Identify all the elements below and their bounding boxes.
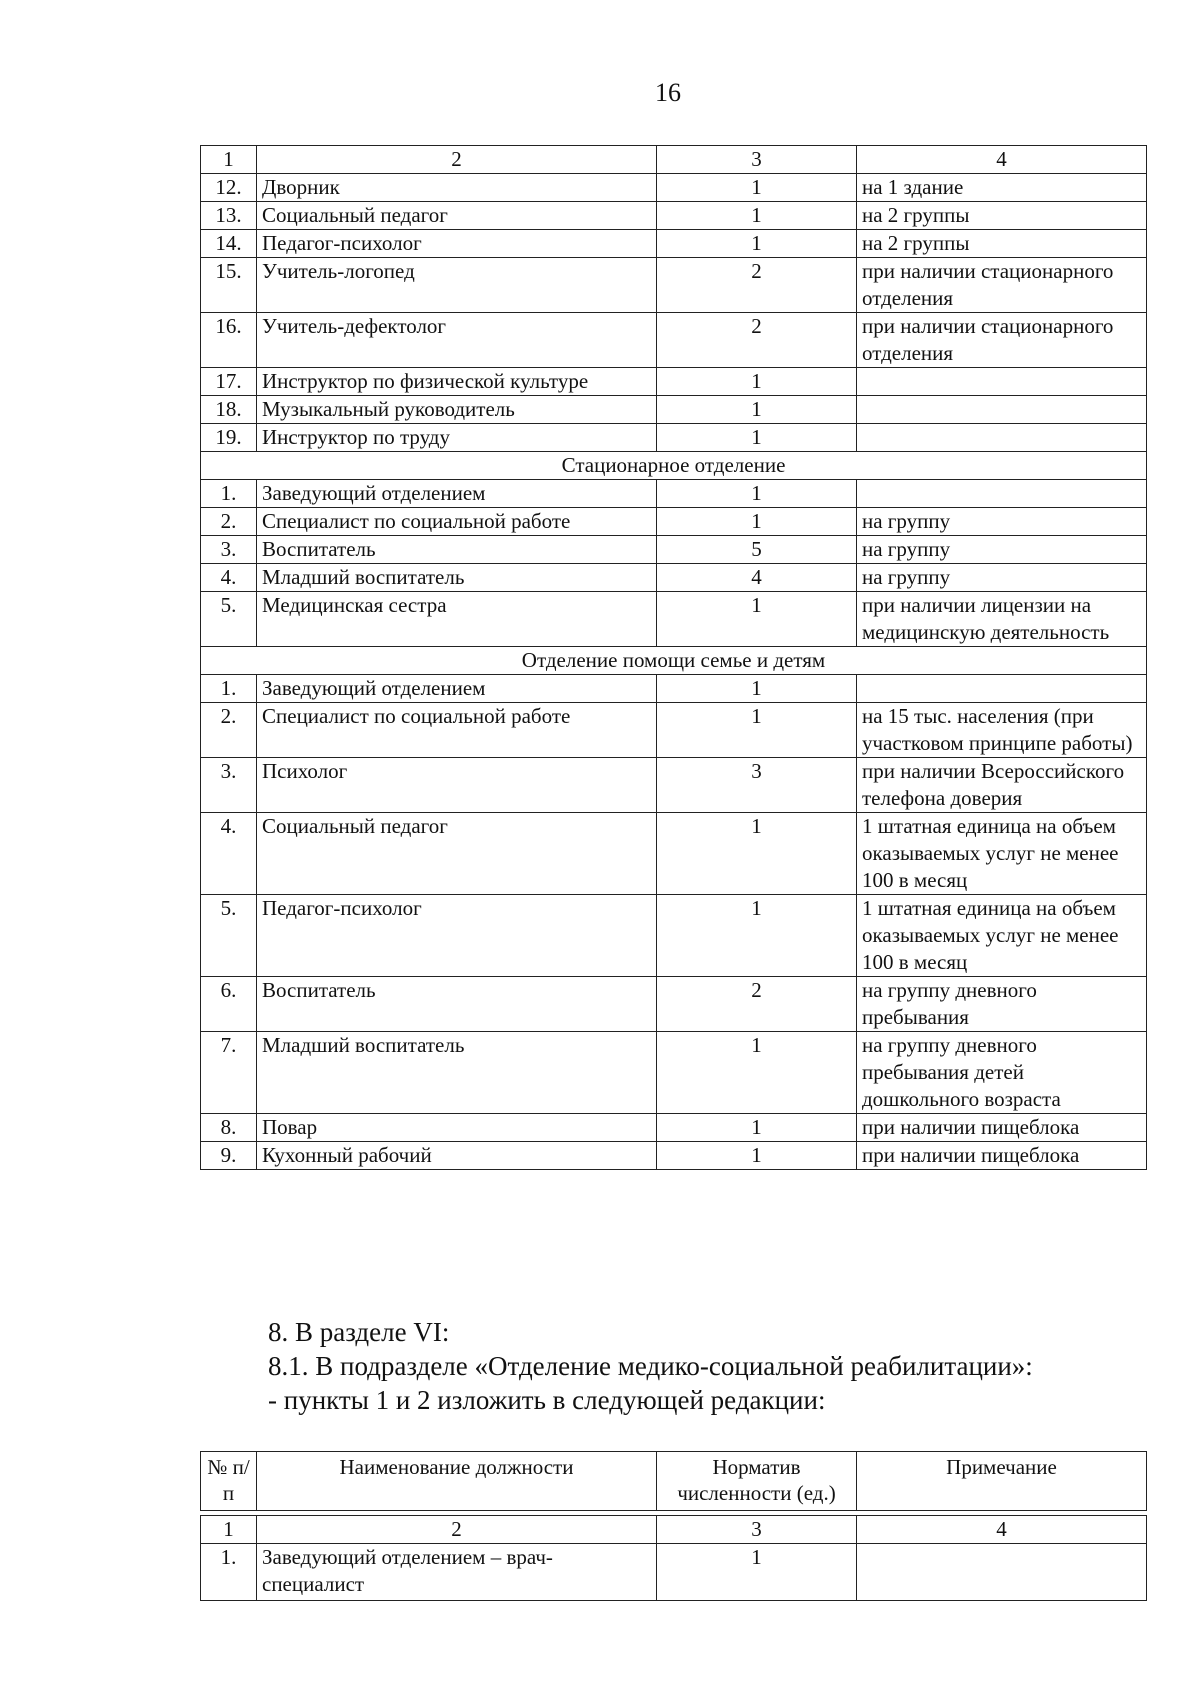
column-number-cell: 1: [201, 1516, 257, 1544]
position-name: Младший воспитатель: [257, 1032, 657, 1114]
note: [857, 675, 1147, 703]
row-number: 13.: [201, 202, 257, 230]
table-row: [201, 480, 1147, 508]
row-number: 7.: [201, 1032, 257, 1114]
section-title: Отделение помощи семье и детям: [201, 647, 1147, 675]
column-number-cell: 2: [257, 146, 657, 174]
note: при наличии стационарного отделения: [857, 313, 1147, 368]
table-row: [201, 758, 1147, 813]
table-column-numbers-row: [201, 1516, 1147, 1544]
staff-quantity: 2: [657, 258, 857, 313]
note: на группу дневного пребывания детей дошкольного возраста: [857, 1032, 1147, 1114]
table-row: [201, 508, 1147, 536]
table-row: [201, 230, 1147, 258]
staff-quantity: 1: [657, 230, 857, 258]
row-number: 18.: [201, 396, 257, 424]
table-row: [201, 813, 1147, 895]
row-number: 17.: [201, 368, 257, 396]
column-number-cell: 4: [857, 1516, 1147, 1544]
position-name: Повар: [257, 1114, 657, 1142]
table-row: [201, 424, 1147, 452]
row-number: 6.: [201, 977, 257, 1032]
table-row: [201, 174, 1147, 202]
note: на 15 тыс. населения (при участковом принципе работы): [857, 703, 1147, 758]
table-row: [201, 703, 1147, 758]
row-number: 4.: [201, 564, 257, 592]
note: [857, 1544, 1147, 1601]
row-number: 5.: [201, 895, 257, 977]
note: на 1 здание: [857, 174, 1147, 202]
position-name: Заведующий отделением – врач-специалист: [257, 1544, 657, 1601]
staff-table: [200, 145, 1147, 1170]
row-number: 2.: [201, 508, 257, 536]
staff-quantity: 1: [657, 1032, 857, 1114]
row-number: 1.: [201, 675, 257, 703]
position-name: Заведующий отделением: [257, 675, 657, 703]
row-number: 5.: [201, 592, 257, 647]
position-name: Специалист по социальной работе: [257, 508, 657, 536]
note: [857, 368, 1147, 396]
row-number: 2.: [201, 703, 257, 758]
table-row: [201, 1114, 1147, 1142]
row-number: 9.: [201, 1142, 257, 1170]
table-header-row: [201, 1452, 1147, 1511]
position-name: Кухонный рабочий: [257, 1142, 657, 1170]
section-8-text: [268, 1315, 1033, 1417]
position-name: Инструктор по физической культуре: [257, 368, 657, 396]
staff-quantity: 1: [657, 508, 857, 536]
table-row: [201, 977, 1147, 1032]
table-row: [201, 258, 1147, 313]
section-8-1-instruction: - пункты 1 и 2 изложить в следующей редакции:: [268, 1385, 826, 1415]
position-name: Педагог-психолог: [257, 230, 657, 258]
table-row: [201, 675, 1147, 703]
table-row: [201, 564, 1147, 592]
position-name: Воспитатель: [257, 977, 657, 1032]
header-staff-norm: Норматив численности (ед.): [657, 1452, 857, 1511]
note: при наличии пищеблока: [857, 1114, 1147, 1142]
header-note: Примечание: [857, 1452, 1147, 1511]
position-name: Музыкальный руководитель: [257, 396, 657, 424]
position-name: Психолог: [257, 758, 657, 813]
row-number: 12.: [201, 174, 257, 202]
table-row: [201, 1544, 1147, 1601]
staff-quantity: 5: [657, 536, 857, 564]
staff-quantity: 1: [657, 1114, 857, 1142]
header-position-name: Наименование должности: [257, 1452, 657, 1511]
note: при наличии пищеблока: [857, 1142, 1147, 1170]
position-name: Учитель-дефектолог: [257, 313, 657, 368]
note: на группу: [857, 564, 1147, 592]
note: при наличии стационарного отделения: [857, 258, 1147, 313]
note: на 2 группы: [857, 230, 1147, 258]
position-name: Младший воспитатель: [257, 564, 657, 592]
position-name: Педагог-психолог: [257, 895, 657, 977]
page-number: 16: [655, 78, 681, 107]
row-number: 8.: [201, 1114, 257, 1142]
note: на группу дневного пребывания: [857, 977, 1147, 1032]
note: 1 штатная единица на объем оказываемых услуг не менее 100 в месяц: [857, 895, 1147, 977]
row-number: 16.: [201, 313, 257, 368]
staff-quantity: 2: [657, 313, 857, 368]
staff-quantity: 2: [657, 977, 857, 1032]
row-number: 14.: [201, 230, 257, 258]
note: на группу: [857, 536, 1147, 564]
staff-quantity: 1: [657, 396, 857, 424]
column-number-cell: 4: [857, 146, 1147, 174]
row-number: 3.: [201, 536, 257, 564]
position-name: Социальный педагог: [257, 813, 657, 895]
table-row: [201, 313, 1147, 368]
row-number: 4.: [201, 813, 257, 895]
column-number-cell: 3: [657, 1516, 857, 1544]
position-name: Специалист по социальной работе: [257, 703, 657, 758]
row-number: 1.: [201, 480, 257, 508]
staff-quantity: 3: [657, 758, 857, 813]
note: 1 штатная единица на объем оказываемых услуг не менее 100 в месяц: [857, 813, 1147, 895]
note: [857, 480, 1147, 508]
staff-quantity: 1: [657, 1544, 857, 1601]
note: при наличии Всероссийского телефона доверия: [857, 758, 1147, 813]
staff-quantity: 1: [657, 592, 857, 647]
section-row-inpatient: [201, 452, 1147, 480]
section-row-family-help: [201, 647, 1147, 675]
position-name: Социальный педагог: [257, 202, 657, 230]
row-number: 19.: [201, 424, 257, 452]
staff-quantity: 1: [657, 675, 857, 703]
position-name: Заведующий отделением: [257, 480, 657, 508]
staff-quantity: 1: [657, 703, 857, 758]
position-name: Инструктор по труду: [257, 424, 657, 452]
staff-quantity: 1: [657, 813, 857, 895]
table-row: [201, 536, 1147, 564]
staff-quantity: 4: [657, 564, 857, 592]
position-name: Дворник: [257, 174, 657, 202]
position-name: Медицинская сестра: [257, 592, 657, 647]
staff-quantity: 1: [657, 480, 857, 508]
staff-quantity: 1: [657, 895, 857, 977]
table-row: [201, 1032, 1147, 1114]
staff-quantity: 1: [657, 174, 857, 202]
staff-quantity: 1: [657, 424, 857, 452]
table-row: [201, 368, 1147, 396]
new-staff-table: [200, 1451, 1147, 1601]
section-8-1-heading: 8.1. В подразделе «Отделение медико-социальной реабилитации»:: [268, 1351, 1033, 1381]
table-row: [201, 592, 1147, 647]
table-row: [201, 895, 1147, 977]
staff-quantity: 1: [657, 368, 857, 396]
note: на 2 группы: [857, 202, 1147, 230]
note: [857, 396, 1147, 424]
row-number: 1.: [201, 1544, 257, 1601]
position-name: Воспитатель: [257, 536, 657, 564]
section-8-heading: 8. В разделе VI:: [268, 1317, 450, 1347]
position-name: Учитель-логопед: [257, 258, 657, 313]
staff-quantity: 1: [657, 1142, 857, 1170]
note: при наличии лицензии на медицинскую деятельность: [857, 592, 1147, 647]
table-row: [201, 396, 1147, 424]
column-number-cell: 3: [657, 146, 857, 174]
row-number: 15.: [201, 258, 257, 313]
staff-quantity: 1: [657, 202, 857, 230]
section-title: Стационарное отделение: [201, 452, 1147, 480]
table-row: [201, 202, 1147, 230]
header-number: № п/п: [201, 1452, 257, 1511]
note: на группу: [857, 508, 1147, 536]
column-number-cell: 1: [201, 146, 257, 174]
table-row: [201, 1142, 1147, 1170]
column-number-cell: 2: [257, 1516, 657, 1544]
table-column-numbers-row: [201, 146, 1147, 174]
row-number: 3.: [201, 758, 257, 813]
note: [857, 424, 1147, 452]
